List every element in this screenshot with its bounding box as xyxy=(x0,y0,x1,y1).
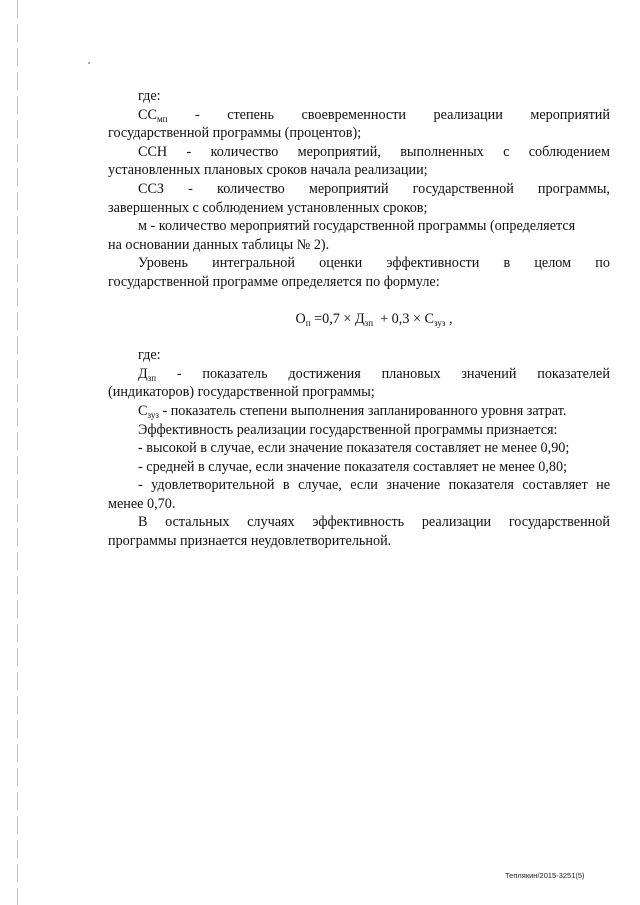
integral-level-word: по xyxy=(595,255,610,272)
satisfactory-word: значение xyxy=(386,477,441,494)
formula-subscript: п xyxy=(305,317,311,328)
other-cases-word: реализации xyxy=(421,514,492,531)
ccn-word: с xyxy=(503,143,510,160)
other-cases-cont: программы признается неудовлетворительной. xyxy=(108,533,392,550)
where-label: где: xyxy=(138,347,161,364)
integral-level-word: целом xyxy=(534,255,572,272)
integral-level-word: интегральной xyxy=(212,255,295,272)
dzp-definition-line xyxy=(108,365,610,384)
ccmp-symbol: $СС_{мп}$ xyxy=(138,106,168,124)
other-cases-word: В xyxy=(138,514,148,531)
czuz-subscript: зуз xyxy=(147,409,159,420)
ccn-definition-line xyxy=(108,143,610,162)
dzp-word: значений xyxy=(461,365,517,382)
document-footer-code: Теплякин/2015-3251(5) xyxy=(505,871,585,880)
satisfactory-word: в xyxy=(282,477,290,494)
ccmp-word: своевременности xyxy=(301,106,406,123)
ccn-word: ССН xyxy=(138,143,168,160)
formula-subscript: зуз xyxy=(433,317,446,328)
other-cases-word: остальных xyxy=(165,514,230,531)
ccn-word: мероприятий, xyxy=(297,143,381,160)
high-criterion: - высокой в случае, если значение показателя составляет не менее 0,90; xyxy=(138,440,570,457)
dzp-symbol: $Д_{зп}$ xyxy=(138,365,157,383)
ccn-definition-cont: установленных плановых сроков начала реализации; xyxy=(108,162,428,179)
ccz-word: ССЗ xyxy=(138,180,165,197)
satisfactory-criterion-cont: менее 0,70. xyxy=(108,495,176,512)
ccn-word: - xyxy=(186,143,192,160)
other-cases-word: государственной xyxy=(508,514,610,531)
scan-speck xyxy=(88,62,90,64)
dzp-word: плановых xyxy=(381,365,441,382)
other-cases-word: случаях xyxy=(247,514,295,531)
ccz-definition-cont: завершенных с соблюдением установленных сроков; xyxy=(108,199,428,216)
integral-level-line xyxy=(108,254,610,273)
satisfactory-word: составляет xyxy=(522,477,588,494)
integral-level-word: эффективности xyxy=(386,255,480,272)
m-definition-line: м - количество мероприятий государственной программы (определяется xyxy=(138,218,576,235)
dzp-word: достижения xyxy=(288,365,361,382)
ccmp-word: реализации xyxy=(433,106,503,123)
ccmp-definition-cont: государственной программы (процентов); xyxy=(108,125,362,142)
satisfactory-criterion-line xyxy=(108,476,610,495)
where-label: где: xyxy=(138,88,161,104)
m-definition-cont: на основании данных таблицы № 2). xyxy=(108,236,330,253)
medium-criterion: - средней в случае, если значение показателя составляет не менее 0,80; xyxy=(138,458,568,475)
integral-level-word: оценки xyxy=(319,255,363,272)
scan-edge-line xyxy=(17,0,18,905)
integral-level-word: Уровень xyxy=(138,255,188,272)
ccz-word: количество xyxy=(217,180,285,197)
ccn-word: количество xyxy=(210,143,279,160)
efficiency-intro: Эффективность реализации государственной программы признается: xyxy=(138,421,558,438)
satisfactory-word: если xyxy=(350,477,378,494)
formula-subscript: зп xyxy=(364,317,374,328)
dzp-definition-cont: (индикаторов) государственной программы; xyxy=(108,384,375,401)
ccz-word: мероприятий xyxy=(308,180,389,197)
dzp-word: показателей xyxy=(537,365,610,382)
satisfactory-word: случае, xyxy=(298,477,342,494)
ccz-word: государственной xyxy=(412,180,514,197)
integral-level-cont: государственной программе определяется по формуле: xyxy=(108,273,440,290)
ccmp-word: степень xyxy=(227,106,274,123)
dzp-word: показатель xyxy=(202,365,268,382)
ccmp-word: мероприятий xyxy=(530,106,610,123)
integral-level-word: в xyxy=(503,255,511,272)
integral-formula: $О_п =0,7 \times Д_{зп} + 0,3 \times С_{зуз}$ , xyxy=(295,310,453,328)
ccz-word: - xyxy=(188,180,193,197)
ccn-word: соблюдением xyxy=(528,143,610,160)
dzp-word: - xyxy=(176,365,182,382)
ccz-definition-line xyxy=(108,180,610,199)
satisfactory-word: удовлетворительной xyxy=(151,477,275,494)
czuz-definition-line: $С_{зуз}$ - показатель степени выполнения запланированного уровня затрат. xyxy=(138,402,567,420)
ccn-word: выполненных xyxy=(400,143,484,160)
other-cases-word: эффективность xyxy=(312,514,405,531)
dzp-subscript: зп xyxy=(147,372,157,383)
ccmp-subscript: мп xyxy=(156,113,168,124)
satisfactory-word: показателя xyxy=(448,477,514,494)
satisfactory-word: не xyxy=(596,477,610,494)
other-cases-line xyxy=(108,513,610,532)
document-body xyxy=(108,87,610,551)
ccmp-dash: - xyxy=(194,106,200,123)
ccz-word: программы, xyxy=(537,180,610,197)
satisfactory-word: - xyxy=(138,477,143,494)
ccmp-definition-line xyxy=(108,106,610,125)
